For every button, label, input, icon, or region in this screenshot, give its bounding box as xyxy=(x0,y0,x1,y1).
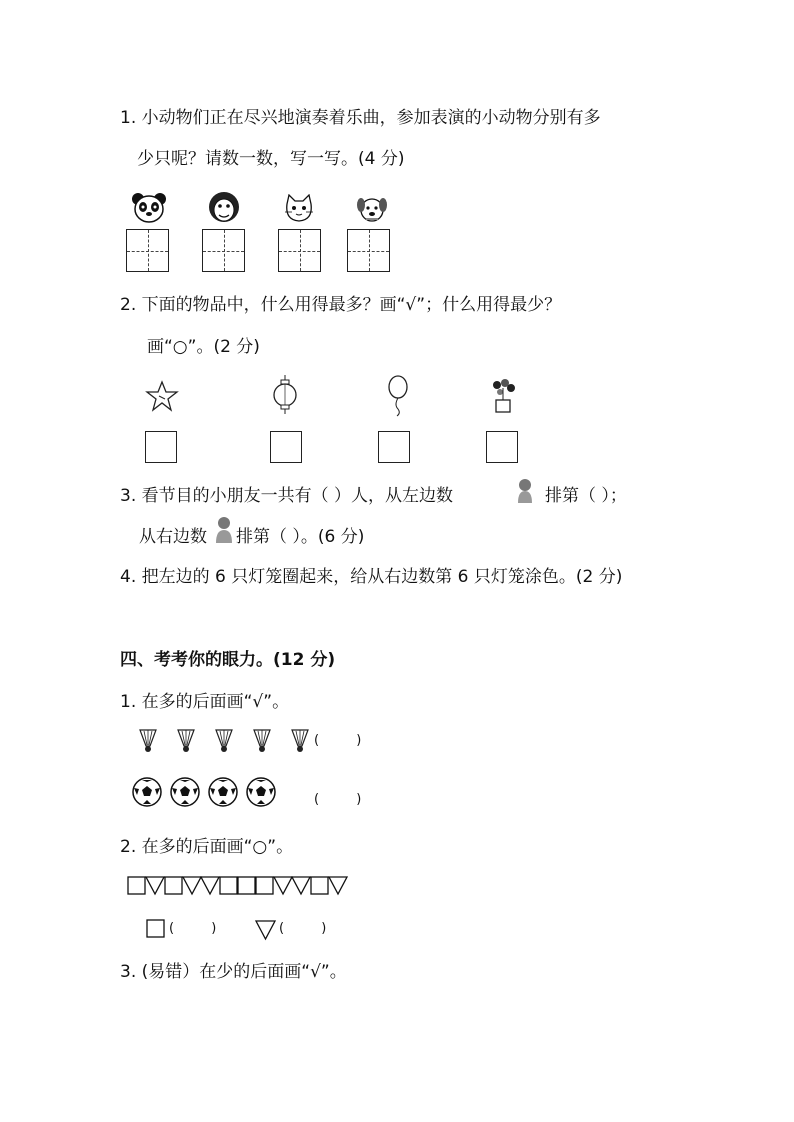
triangle-icon xyxy=(255,919,277,941)
shuttlecock-icon xyxy=(292,730,308,752)
cat-icon xyxy=(283,194,315,224)
triangle-shape xyxy=(274,877,292,894)
shuttlecock-answer-paren[interactable]: ( ) xyxy=(314,733,362,748)
q1-line2: 少只呢？请数一数，写一写。(4 分) xyxy=(137,149,405,169)
shapes-sequence xyxy=(127,876,353,896)
soccer-ball-row xyxy=(132,777,282,809)
shuttlecock-icon xyxy=(254,730,270,752)
flower-pot-icon xyxy=(488,378,518,414)
s4-q2-text: 2. 在多的后面画“○”。 xyxy=(120,837,294,857)
soccer-answer-paren[interactable]: ( ) xyxy=(314,792,362,807)
square-shape xyxy=(128,877,145,894)
triangle-shape xyxy=(329,877,347,894)
q4-text: 4. 把左边的 6 只灯笼圈起来，给从右边数第 6 只灯笼涂色。(2 分) xyxy=(120,567,623,587)
square-shape xyxy=(220,877,237,894)
triangle-answer-paren[interactable]: ( ) xyxy=(279,921,327,936)
dog-icon xyxy=(356,195,388,224)
triangle-shape xyxy=(292,877,310,894)
triangle-shape xyxy=(201,877,219,894)
shuttlecock-icon xyxy=(178,730,194,752)
star-answer-box[interactable] xyxy=(145,431,177,463)
square-icon xyxy=(146,919,166,939)
flower-pot-answer-box[interactable] xyxy=(486,431,518,463)
monkey-icon xyxy=(205,190,243,224)
panda-answer-grid[interactable] xyxy=(126,229,169,272)
shuttlecock-icon xyxy=(140,730,156,752)
lantern-answer-box[interactable] xyxy=(270,431,302,463)
square-shape xyxy=(256,877,273,894)
triangle-shape xyxy=(183,877,201,894)
monkey-answer-grid[interactable] xyxy=(202,229,245,272)
shuttlecock-row xyxy=(138,728,328,756)
s4-q3-text: 3. (易错）在少的后面画“√”。 xyxy=(120,962,347,982)
child-figure-icon xyxy=(514,478,536,504)
q3-line1a: 3. 看节目的小朋友一共有（ ）人，从左边数 xyxy=(120,486,454,506)
balloon-icon xyxy=(385,375,411,417)
star-icon xyxy=(145,380,179,412)
s4-q1-text: 1. 在多的后面画“√”。 xyxy=(120,692,290,712)
cat-answer-grid[interactable] xyxy=(278,229,321,272)
q3-line1b: 排第（ ）； xyxy=(545,486,627,506)
q2-line1: 2. 下面的物品中，什么用得最多？画“√”；什么用得最少？ xyxy=(120,295,562,315)
soccer-ball-icon xyxy=(247,778,275,806)
square-shape xyxy=(165,877,182,894)
triangle-shape xyxy=(146,877,164,894)
shuttlecock-icon xyxy=(216,730,232,752)
section4-title: 四、考考你的眼力。(12 分) xyxy=(120,650,336,670)
soccer-ball-icon xyxy=(209,778,237,806)
square-answer-paren[interactable]: ( ) xyxy=(169,921,217,936)
soccer-ball-icon xyxy=(133,778,161,806)
dog-answer-grid[interactable] xyxy=(347,229,390,272)
panda-icon xyxy=(130,192,168,224)
q3-line2b: 排第（ ）。(6 分) xyxy=(236,527,365,547)
soccer-ball-icon xyxy=(171,778,199,806)
balloon-answer-box[interactable] xyxy=(378,431,410,463)
child-figure-icon-2 xyxy=(212,516,236,544)
lantern-icon xyxy=(270,375,300,415)
q3-line2a: 从右边数 xyxy=(139,527,207,547)
q2-line2: 画“○”。(2 分) xyxy=(147,337,260,357)
q1-line1: 1. 小动物们正在尽兴地演奏着乐曲，参加表演的小动物分别有多 xyxy=(120,108,601,128)
square-shape xyxy=(238,877,255,894)
square-shape xyxy=(311,877,328,894)
